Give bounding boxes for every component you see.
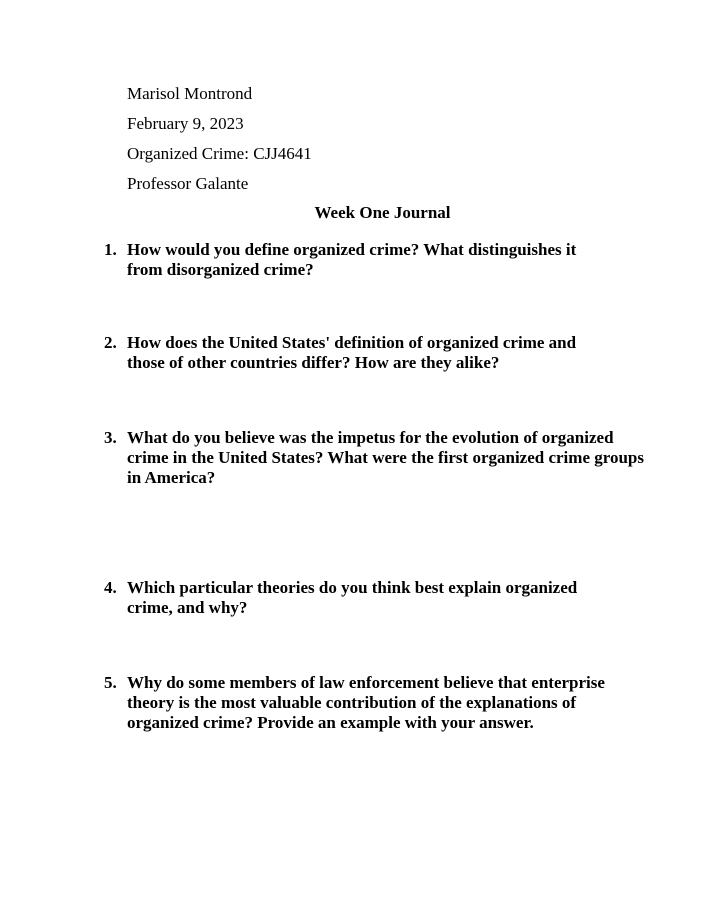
question-2 (104, 333, 614, 373)
question-number: 4. (104, 578, 117, 597)
question-text: How would you define organized crime? What distinguishes it from disorganized crime? (127, 240, 577, 279)
question-number: 1. (104, 240, 117, 259)
question-text: Why do some members of law enforcement believe that enterprise theory is the most valuable contribution of the explanations of organized crime? Provide an example with your answer. (127, 673, 605, 732)
question-number: 2. (104, 333, 117, 352)
question-text: Which particular theories do you think best explain organized crime, and why? (127, 578, 578, 617)
question-1 (104, 240, 614, 280)
question-5 (104, 673, 634, 733)
question-text: How does the United States' definition of organized crime and those of other countries differ? How are they alike? (127, 333, 577, 372)
document-title: Week One Journal (314, 203, 451, 222)
question-3 (104, 428, 644, 488)
student-name: Marisol Montrond (127, 84, 253, 103)
submission-date: February 9, 2023 (127, 114, 244, 133)
question-number: 3. (104, 428, 117, 447)
question-text: What do you believe was the impetus for the evolution of organized crime in the United States? What were the first organized crime groups in America? (127, 428, 644, 487)
question-4 (104, 578, 614, 618)
question-number: 5. (104, 673, 117, 692)
professor-name: Professor Galante (127, 174, 249, 193)
course-name: Organized Crime: CJJ4641 (127, 144, 312, 163)
